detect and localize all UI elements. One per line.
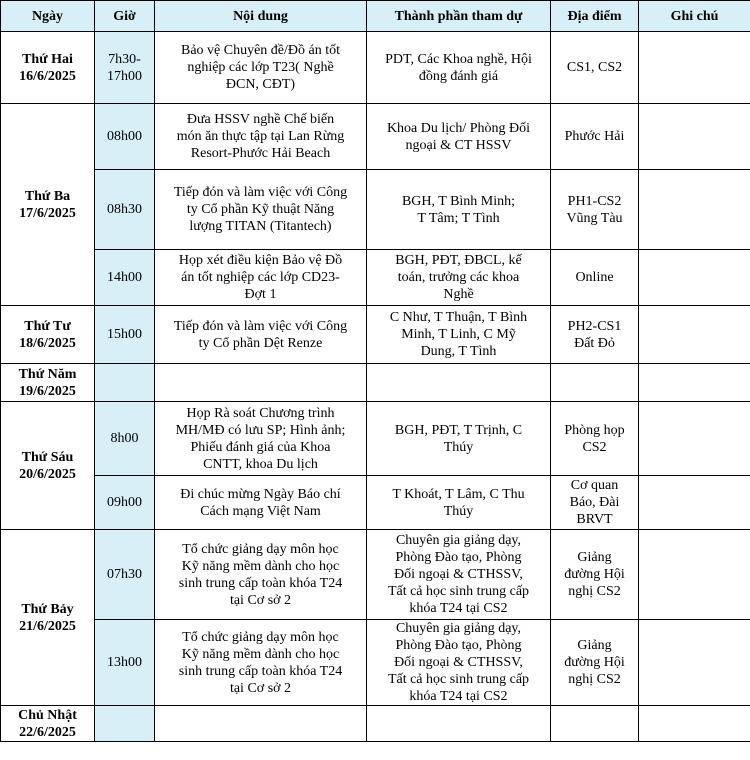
day-date: 17/6/2025 <box>19 205 76 221</box>
location-line: Phòng họp <box>564 422 625 438</box>
participants-line: ngoại & CT HSSV <box>405 137 512 153</box>
time-cell <box>95 530 155 620</box>
participants-cell <box>367 250 551 306</box>
location-cell <box>551 706 639 742</box>
time-line: 8h00 <box>110 431 139 446</box>
location-line: Phước Hải <box>564 129 625 144</box>
note-cell <box>639 104 750 170</box>
content-line: Tiếp đón và làm việc với Công <box>173 318 348 334</box>
content-cell <box>155 364 367 402</box>
content-line: tại Cơ sở 2 <box>229 592 292 608</box>
content-line: Kỹ năng mềm dành cho học <box>181 558 340 574</box>
content-line: tại Cơ sở 2 <box>229 680 292 696</box>
content-line: Họp xét điều kiện Bảo vệ Đồ <box>178 253 343 268</box>
column-header-participants: Thành phần tham dự <box>367 1 551 32</box>
content-line: ĐCN, CĐT) <box>225 77 296 92</box>
time-line: 08h30 <box>107 202 142 217</box>
content-line: Kỹ năng mềm dành cho học <box>181 646 340 662</box>
table-row <box>1 620 750 706</box>
participants-line: Khoa Du lịch/ Phòng Đối <box>386 120 531 136</box>
content-line: Họp Rà soát Chương trình <box>186 405 335 421</box>
participants-line: T Khoát, T Lâm, C Thu <box>392 486 525 502</box>
day-name: Thứ Ba <box>24 188 71 204</box>
location-line: CS1, CS2 <box>566 60 623 75</box>
note-cell <box>639 620 750 706</box>
note-cell <box>639 706 750 742</box>
participants-line: Phòng Đào tạo, Phòng <box>395 638 522 653</box>
participants-line: BGH, PĐT, T Trịnh, C <box>394 422 523 438</box>
location-line: BRVT <box>576 512 613 527</box>
content-line: Tổ chức giảng dạy môn học <box>182 629 339 645</box>
time-cell <box>95 402 155 476</box>
participants-cell <box>367 402 551 476</box>
day-date: 19/6/2025 <box>19 383 76 399</box>
participants-line: BGH, PĐT, ĐBCL, kế <box>395 253 522 268</box>
day-cell <box>1 104 95 306</box>
location-line: PH1-CS2 <box>567 193 622 209</box>
location-cell <box>551 402 639 476</box>
content-line: Đi chúc mừng Ngày Báo chí <box>180 486 341 502</box>
table-row <box>1 402 750 476</box>
time-line: 08h00 <box>107 129 142 144</box>
table-row <box>1 306 750 364</box>
day-cell <box>1 530 95 706</box>
day-cell <box>1 402 95 530</box>
note-cell <box>639 364 750 402</box>
table-row <box>1 476 750 530</box>
content-cell <box>155 306 367 364</box>
participants-cell <box>367 706 551 742</box>
table-row <box>1 32 750 104</box>
location-line: nghị CS2 <box>568 672 621 687</box>
participants-line: Chuyên gia giảng dạy, <box>395 621 522 636</box>
table-header <box>1 1 750 32</box>
time-cell <box>95 364 155 402</box>
time-cell <box>95 170 155 250</box>
time-cell <box>95 306 155 364</box>
location-cell <box>551 530 639 620</box>
table-row <box>1 706 750 742</box>
time-line: 15h00 <box>107 327 142 342</box>
column-header-location: Địa điểm <box>551 1 639 32</box>
participants-cell <box>367 306 551 364</box>
content-cell <box>155 402 367 476</box>
participants-cell <box>367 364 551 402</box>
participants-line: BGH, T Bình Minh; <box>401 193 516 209</box>
time-cell <box>95 32 155 104</box>
content-line: Phiếu đánh giá của Khoa <box>190 439 331 455</box>
content-line: Tiếp đón và làm việc với Công <box>173 185 348 200</box>
content-cell <box>155 706 367 742</box>
time-line: 07h30 <box>107 567 142 582</box>
content-cell <box>155 170 367 250</box>
location-line: PH2-CS1 <box>567 318 622 334</box>
location-cell <box>551 104 639 170</box>
location-line: CS2 <box>582 439 607 455</box>
location-line: Báo, Đài <box>569 495 620 510</box>
day-date: 18/6/2025 <box>19 335 76 351</box>
note-cell <box>639 476 750 530</box>
time-cell <box>95 476 155 530</box>
participants-cell <box>367 620 551 706</box>
content-line: Bảo vệ Chuyên đề/Đồ án tốt <box>180 43 341 58</box>
column-header-day: Ngày <box>1 1 95 32</box>
location-cell <box>551 250 639 306</box>
participants-line: khóa T24 tại CS2 <box>409 689 508 704</box>
day-cell <box>1 706 95 742</box>
participants-line: Dung, T Tình <box>420 344 497 359</box>
participants-line: Minh, T Linh, C Mỹ <box>401 327 516 342</box>
location-cell <box>551 476 639 530</box>
location-line: Đất Đỏ <box>574 335 615 351</box>
content-line: món ăn thực tập tại Lan Rừng <box>176 129 345 144</box>
note-cell <box>639 530 750 620</box>
header-row <box>1 1 750 32</box>
participants-line: Thúy <box>443 439 474 455</box>
location-line: Online <box>575 270 614 285</box>
column-header-time: Giờ <box>95 1 155 32</box>
content-line: Resort-Phước Hải Beach <box>190 146 331 161</box>
day-name: Thứ Sáu <box>21 449 74 465</box>
column-header-note: Ghi chú <box>639 1 750 32</box>
location-line: Giảng <box>577 638 612 653</box>
content-line: ty Cổ phần Dệt Renze <box>198 335 323 351</box>
participants-line: toán, trưởng các khoa <box>397 270 520 285</box>
time-line: 13h00 <box>107 655 142 670</box>
participants-line: C Như, T Thuận, T Bình <box>389 310 528 325</box>
time-line: 14h00 <box>107 270 142 285</box>
content-line: nghiệp các lớp T23( Nghề <box>187 60 334 75</box>
time-cell <box>95 250 155 306</box>
note-cell <box>639 306 750 364</box>
content-line: án tốt nghiệp các lớp CD23- <box>181 270 340 285</box>
table-row <box>1 530 750 620</box>
day-name: Thứ Năm <box>18 366 77 382</box>
time-cell <box>95 706 155 742</box>
table-row <box>1 104 750 170</box>
day-cell <box>1 364 95 402</box>
day-cell <box>1 32 95 104</box>
content-cell <box>155 476 367 530</box>
content-line: ty Cổ phần Kỹ thuật Năng <box>186 202 335 217</box>
location-cell <box>551 170 639 250</box>
content-line: lượng TITAN (Titantech) <box>189 219 332 234</box>
location-line: Giảng <box>577 550 612 565</box>
participants-line: Nghề <box>443 287 474 302</box>
table-row <box>1 250 750 306</box>
content-cell <box>155 530 367 620</box>
participants-line: Thúy <box>443 503 474 519</box>
content-line: Đưa HSSV nghề Chế biến <box>186 112 335 127</box>
column-header-content: Nội dung <box>155 1 367 32</box>
content-cell <box>155 250 367 306</box>
day-date: 16/6/2025 <box>19 68 76 84</box>
location-cell <box>551 364 639 402</box>
table-row <box>1 364 750 402</box>
participants-cell <box>367 530 551 620</box>
content-line: sinh trung cấp toàn khóa T24 <box>178 575 343 591</box>
location-cell <box>551 620 639 706</box>
participants-line: Phòng Đào tạo, Phòng <box>395 550 522 565</box>
location-line: Cơ quan <box>570 478 619 493</box>
participants-cell <box>367 170 551 250</box>
time-line: 7h30- <box>108 51 141 67</box>
day-cell <box>1 306 95 364</box>
participants-line: khóa T24 tại CS2 <box>409 601 508 616</box>
day-name: Chủ Nhật <box>18 707 77 723</box>
location-cell <box>551 32 639 104</box>
content-line: CNTT, khoa Du lịch <box>203 456 318 472</box>
content-cell <box>155 620 367 706</box>
content-line: sinh trung cấp toàn khóa T24 <box>178 663 343 679</box>
participants-line: PDT, Các Khoa nghề, Hội <box>385 51 532 67</box>
participants-line: Tất cả học sinh trung cấp <box>387 672 530 687</box>
day-name: Thứ Tư <box>24 318 71 334</box>
content-line: Đợt 1 <box>244 287 277 302</box>
content-line: MH/MĐ có lưu SP; Hình ảnh; <box>175 422 346 438</box>
location-line: đường Hội <box>564 567 625 582</box>
time-cell <box>95 104 155 170</box>
participants-cell <box>367 32 551 104</box>
content-cell <box>155 104 367 170</box>
day-date: 21/6/2025 <box>19 618 76 634</box>
participants-line: đồng đánh giá <box>418 68 499 84</box>
day-name: Thứ Bảy <box>21 601 74 617</box>
participants-line: Đối ngoại & CTHSSV, <box>394 567 523 582</box>
day-date: 22/6/2025 <box>19 724 76 740</box>
table-body <box>1 32 750 742</box>
location-line: đường Hội <box>564 655 625 670</box>
content-cell <box>155 32 367 104</box>
time-line: 17h00 <box>107 68 142 84</box>
content-line: Tổ chức giảng dạy môn học <box>182 541 339 557</box>
day-name: Thứ Hai <box>22 51 73 67</box>
note-cell <box>639 250 750 306</box>
participants-line: Tất cả học sinh trung cấp <box>387 584 530 599</box>
note-cell <box>639 402 750 476</box>
location-line: nghị CS2 <box>568 584 621 599</box>
location-line: Vũng Tàu <box>566 210 623 226</box>
content-line: Cách mạng Việt Nam <box>200 503 321 519</box>
time-cell <box>95 620 155 706</box>
time-line: 09h00 <box>107 495 142 510</box>
note-cell <box>639 170 750 250</box>
participants-cell <box>367 104 551 170</box>
participants-line: T Tâm; T Tình <box>417 210 500 226</box>
day-date: 20/6/2025 <box>19 466 76 482</box>
location-cell <box>551 306 639 364</box>
participants-cell <box>367 476 551 530</box>
table-row <box>1 170 750 250</box>
participants-line: Đối ngoại & CTHSSV, <box>394 655 523 670</box>
participants-line: Chuyên gia giảng dạy, <box>395 533 522 548</box>
note-cell <box>639 32 750 104</box>
